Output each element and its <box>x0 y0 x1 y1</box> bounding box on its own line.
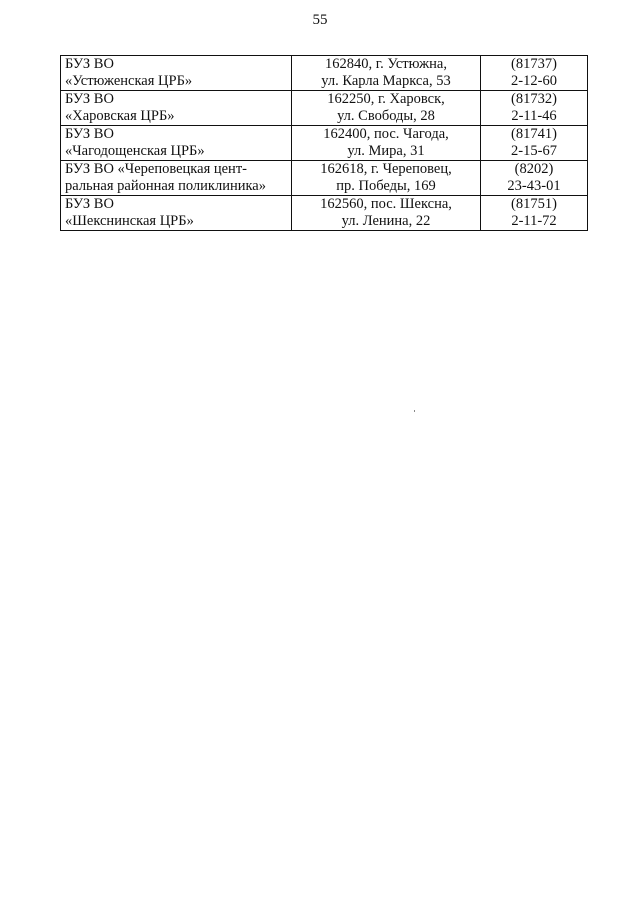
phone-number: 2-11-72 <box>511 213 557 229</box>
table-row <box>61 91 588 126</box>
phone-number: 2-12-60 <box>511 73 557 89</box>
institution-name-line: БУЗ ВО «Череповецкая цент- <box>65 161 247 177</box>
address-line: 162560, пос. Шексна, <box>320 196 452 212</box>
address-line: ул. Мира, 31 <box>347 143 425 159</box>
institution-name-cell <box>61 91 292 126</box>
phone-cell <box>481 56 588 91</box>
phone-cell <box>481 91 588 126</box>
phone-code: (81737) <box>511 56 557 72</box>
phone-number: 23-43-01 <box>507 178 561 194</box>
phone-code: (8202) <box>514 161 554 177</box>
table-row <box>61 56 588 91</box>
table-row <box>61 126 588 161</box>
institution-name-cell <box>61 161 292 196</box>
table-row <box>61 161 588 196</box>
phone-cell <box>481 196 588 231</box>
institutions-table <box>60 55 588 231</box>
address-line: пр. Победы, 169 <box>336 178 436 194</box>
phone-cell <box>481 161 588 196</box>
page-number: 55 <box>312 12 328 28</box>
scan-speck <box>414 410 415 412</box>
table-row <box>61 196 588 231</box>
address-line: 162250, г. Харовск, <box>327 91 445 107</box>
phone-number: 2-11-46 <box>511 108 557 124</box>
phone-number: 2-15-67 <box>511 143 557 159</box>
institution-name-line: БУЗ ВО <box>65 126 114 142</box>
institution-name-line: «Шекснинская ЦРБ» <box>65 213 194 229</box>
address-cell <box>292 161 481 196</box>
institution-name-line: ральная районная поликлиника» <box>65 178 266 194</box>
institution-name-line: БУЗ ВО <box>65 91 114 107</box>
phone-cell <box>481 126 588 161</box>
institution-name-line: «Устюженская ЦРБ» <box>65 73 193 89</box>
address-line: ул. Карла Маркса, 53 <box>321 73 451 89</box>
address-cell <box>292 56 481 91</box>
institution-name-cell <box>61 126 292 161</box>
institution-name-line: БУЗ ВО <box>65 56 114 72</box>
address-cell <box>292 91 481 126</box>
address-cell <box>292 196 481 231</box>
address-cell <box>292 126 481 161</box>
phone-code: (81732) <box>511 91 557 107</box>
institution-name-line: «Чагодощенская ЦРБ» <box>65 143 205 159</box>
institution-name-line: «Харовская ЦРБ» <box>65 108 175 124</box>
phone-code: (81741) <box>511 126 557 142</box>
address-line: 162840, г. Устюжна, <box>325 56 447 72</box>
address-line: 162400, пос. Чагода, <box>323 126 449 142</box>
address-line: 162618, г. Череповец, <box>320 161 452 177</box>
phone-code: (81751) <box>511 196 557 212</box>
institution-name-line: БУЗ ВО <box>65 196 114 212</box>
institution-name-cell <box>61 196 292 231</box>
institution-name-cell <box>61 56 292 91</box>
address-line: ул. Свободы, 28 <box>337 108 435 124</box>
address-line: ул. Ленина, 22 <box>341 213 431 229</box>
